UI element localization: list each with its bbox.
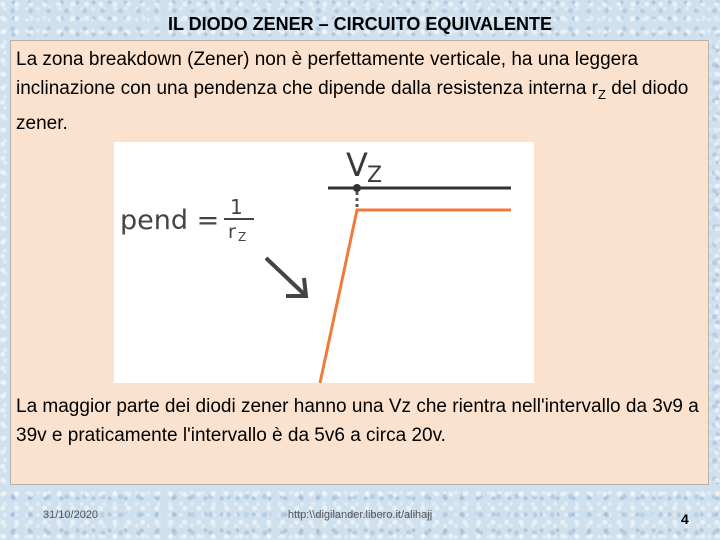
slope-numerator: 1	[230, 195, 243, 219]
page-number: 4	[681, 511, 689, 527]
vz-reference-dot	[353, 184, 361, 192]
slope-label: pend =	[120, 205, 220, 236]
paragraph-breakdown-tail: del diodo zener.	[16, 78, 689, 134]
slide-title: IL DIODO ZENER – CIRCUITO EQUIVALENTE	[167, 14, 553, 34]
zener-curve	[320, 210, 511, 383]
zener-breakdown-figure	[114, 142, 534, 383]
footer-date: 31/10/2020	[43, 509, 99, 521]
footer-url: http:\\digilander.libero.it/alihajj	[287, 509, 433, 521]
paragraph-breakdown	[16, 45, 696, 138]
slope-denominator-subscript: Z	[238, 230, 247, 244]
slope-arrow-shaft	[266, 258, 304, 294]
zener-breakdown-svg	[114, 142, 534, 383]
vz-label-subscript: Z	[367, 163, 383, 188]
slope-denominator: r	[228, 221, 236, 243]
paragraph-vz-range: La maggior parte dei diodi zener hanno una Vz che rientra nell'intervallo da 3v9 a 39v e praticamente l'intervallo è da 5v6 a circa 20v.	[16, 396, 699, 446]
paragraph-breakdown-subscript: Z	[598, 86, 606, 102]
paragraph-breakdown-text: La zona breakdown (Zener) non è perfettamente verticale, ha una leggera inclinazione con una pendenza che dipende dalla resistenza interna r	[16, 49, 639, 99]
vz-label: V	[346, 146, 368, 184]
